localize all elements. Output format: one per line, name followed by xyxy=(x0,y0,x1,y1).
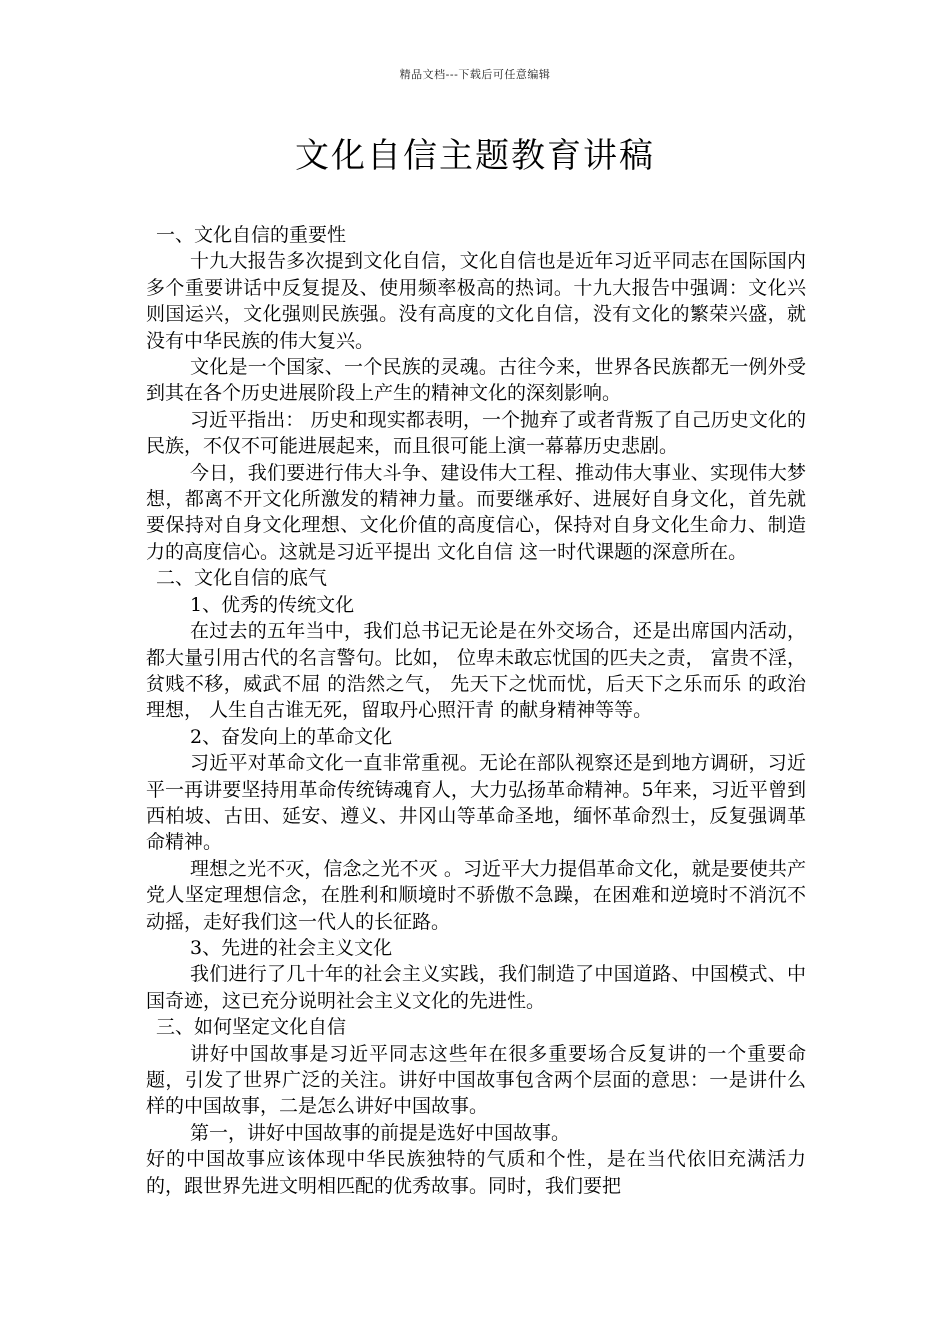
paragraph: 第一，讲好中国故事的前提是选好中国故事。 xyxy=(190,1121,571,1144)
section-heading: 三、如何坚定文化自信 xyxy=(156,1016,347,1039)
section-heading: 二、文化自信的底气 xyxy=(156,567,328,590)
document-title: 文化自信主题教育讲稿 xyxy=(295,136,655,176)
paragraph: 在过去的五年当中，我们总书记无论是在外交场合，还是出席国内活动，都大量引用古代的名言警句。比如， 位卑未敢忘忧国的匹夫之责， 富贵不淫，贫贱不移，威武不屈 的浩然之气， 先天下之忧而忧，后天下之乐而乐 的政治理想， 人生自古谁无死，留取丹心照汗青 的献身精神等等。 xyxy=(146,620,806,722)
subsection-heading: 1、优秀的传统文化 xyxy=(190,593,355,616)
paragraph: 我们进行了几十年的社会主义实践，我们制造了中国道路、中国模式、中国奇迹，这已充分说明社会主义文化的先进性。 xyxy=(146,963,806,1012)
paragraph: 文化是一个国家、一个民族的灵魂。古往今来，世界各民族都无一例外受到其在各个历史进展阶段上产生的精神文化的深刻影响。 xyxy=(146,356,806,405)
header-note: 精品文档---下载后可任意编辑 xyxy=(399,68,551,81)
subsection-heading: 2、奋发向上的革命文化 xyxy=(190,725,393,748)
paragraph: 今日，我们要进行伟大斗争、建设伟大工程、推动伟大事业、实现伟大梦想，都离不开文化所激发的精神力量。而要继承好、进展好自身文化，首先就要保持对自身文化理想、文化价值的高度信心，保持对自身文化生命力、制造力的高度信心。这就是习近平提出 文化自信 这一时代课题的深意所在。 xyxy=(146,461,806,563)
paragraph: 十九大报告多次提到文化自信，文化自信也是近年习近平同志在国际国内多个重要讲话中反复提及、使用频率极高的热词。十九大报告中强调：文化兴则国运兴，文化强则民族强。没有高度的文化自信，没有文化的繁荣兴盛，就没有中华民族的伟大复兴。 xyxy=(146,250,806,352)
paragraph: 理想之光不灭，信念之光不灭 。习近平大力提倡革命文化，就是要使共产党人坚定理想信念，在胜利和顺境时不骄傲不急躁，在困难和逆境时不消沉不动摇，走好我们这一代人的长征路。 xyxy=(146,857,806,933)
paragraph: 讲好中国故事是习近平同志这些年在很多重要场合反复讲的一个重要命题，引发了世界广泛的关注。讲好中国故事包含两个层面的意思：一是讲什么样的中国故事，二是怎么讲好中国故事。 xyxy=(146,1042,806,1118)
document-body xyxy=(146,222,806,1199)
section-heading: 一、文化自信的重要性 xyxy=(156,224,347,246)
paragraph: 习近平指出： 历史和现实都表明，一个抛弃了或者背叛了自己历史文化的民族，不仅不可能进展起来，而且很可能上演一幕幕历史悲剧。 xyxy=(146,408,806,458)
paragraph: 习近平对革命文化一直非常重视。无论在部队视察还是到地方调研，习近平一再讲要坚持用革命传统铸魂育人，大力弘扬革命精神。5年来，习近平曾到西柏坡、古田、延安、遵义、井冈山等革命圣地，缅怀革命烈士，反复强调革命精神。 xyxy=(146,752,806,854)
paragraph: 好的中国故事应该体现中华民族独特的气质和个性，是在当代依旧充满活力的，跟世界先进文明相匹配的优秀故事。同时，我们要把 xyxy=(146,1148,806,1197)
subsection-heading: 3、先进的社会主义文化 xyxy=(190,936,393,959)
